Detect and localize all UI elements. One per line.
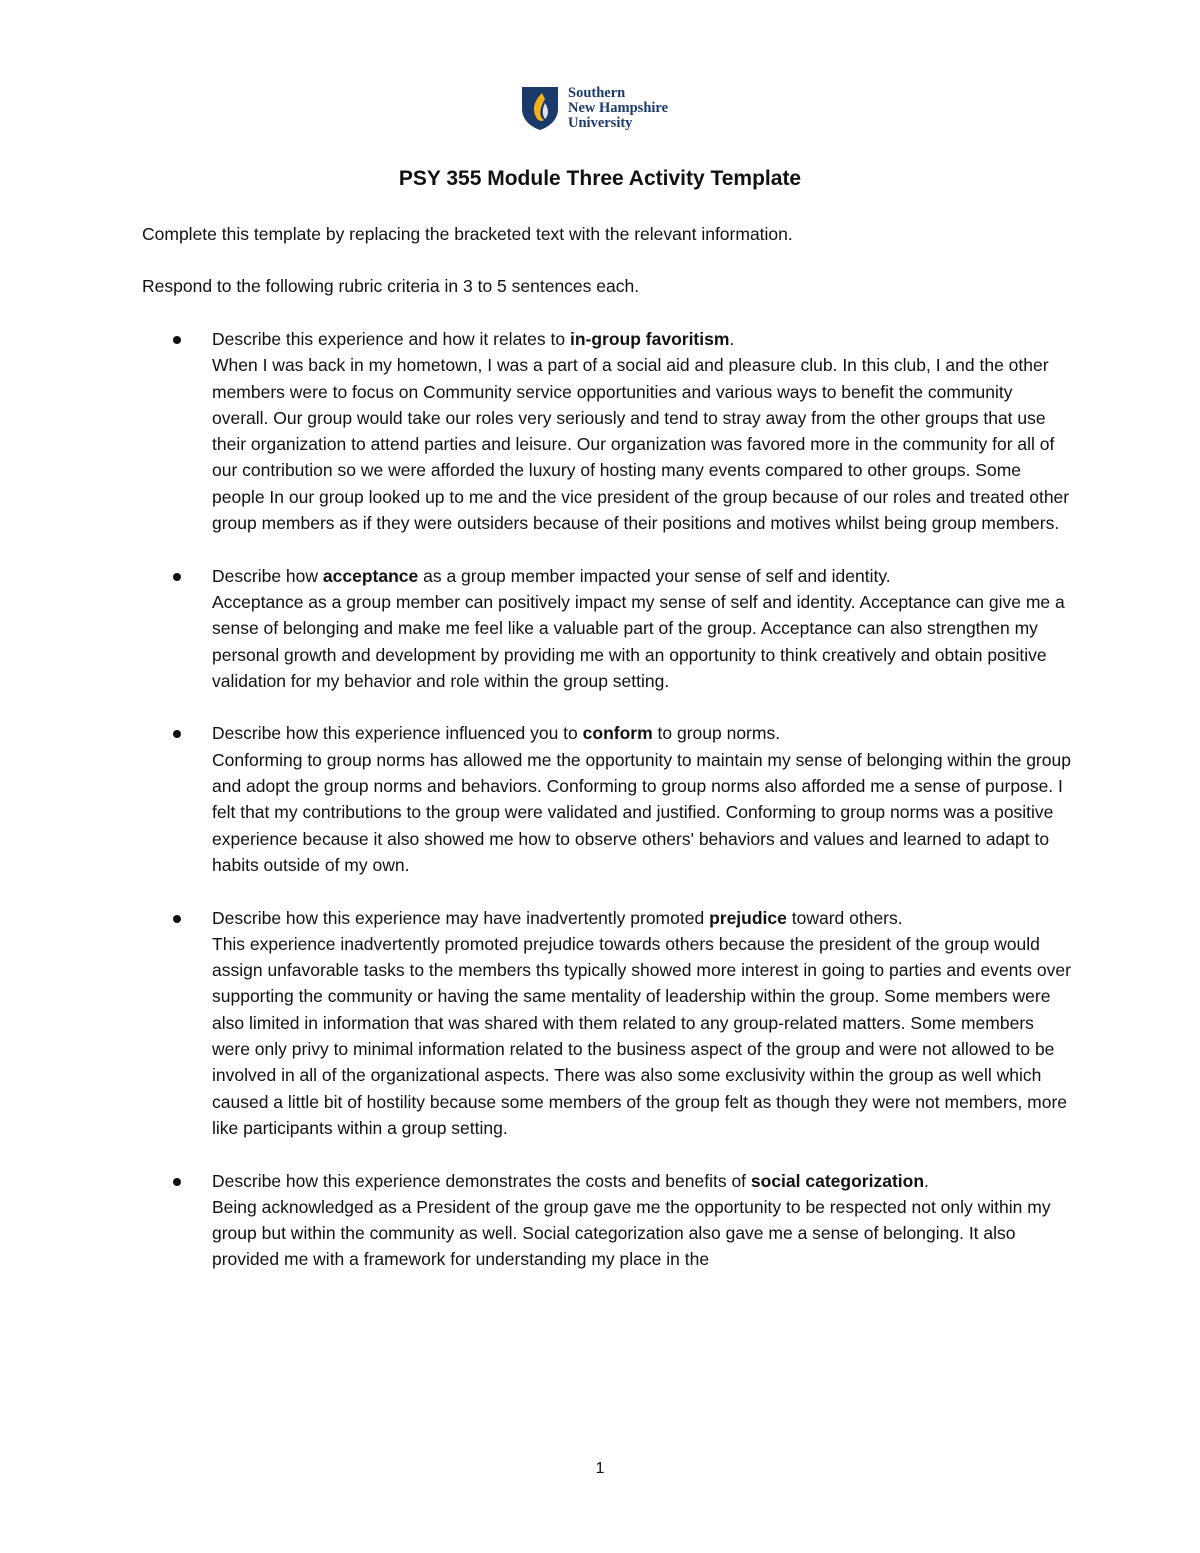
bullet-icon xyxy=(173,1178,181,1186)
document-title: PSY 355 Module Three Activity Template xyxy=(398,167,802,190)
bullet-icon xyxy=(173,336,181,344)
rubric-item xyxy=(142,326,1072,536)
rubric-item xyxy=(142,563,1072,694)
rubric-question-list xyxy=(142,326,1072,1299)
rubric-keyword: social categorization xyxy=(750,1170,925,1191)
page-number: 1 xyxy=(595,1460,605,1477)
rubric-keyword: acceptance xyxy=(322,565,419,586)
bullet-icon xyxy=(173,573,181,581)
rubric-answer: Being acknowledged as a President of the group gave me the opportunity to be respected not only within my group but within the community as well. Social categorization also gave me a sense of belonging. It also provided me with a framework for understanding my place in the xyxy=(212,1196,1051,1270)
intro-instruction: Complete this template by replacing the bracketed text with the relevant information. xyxy=(142,224,793,244)
rubric-prompt: Describe how acceptance as a group member impacted your sense of self and identity. xyxy=(212,565,891,586)
rubric-answer: When I was back in my hometown, I was a part of a social aid and pleasure club. In this club, I and the other members were to focus on Community service opportunities and various ways to benefit the community overall. Our group would take our roles very seriously and tend to stray away from the other groups that use their organization to attend parties and leisure. Our organization was favored more in the community for all of our contribution so we were afforded the luxury of hosting many events compared to other groups. Some people In our group looked up to me and the vice president of the group because of our roles and treated other group members as if they were outsiders because of their positions and motives whilst being group members. xyxy=(212,355,1070,534)
logo-wordmark xyxy=(568,86,668,131)
bullet-icon xyxy=(173,915,181,923)
rubric-answer: Conforming to group norms has allowed me the opportunity to maintain my sense of belonging within the group and adopt the group norms and behaviors. Conforming to group norms also afforded me a sense of purpose. I felt that my contributions to the group were validated and justified. Conforming to group norms was a positive experience because it also showed me how to observe others' behaviors and values and learned to adapt to habits outside of my own. xyxy=(212,749,1071,875)
logo-line-1: Southern xyxy=(568,84,626,101)
rubric-prompt: Describe how this experience demonstrates the costs and benefits of social categorization. xyxy=(212,1170,929,1191)
logo-line-2: New Hampshire xyxy=(568,99,669,116)
rubric-item xyxy=(142,1168,1072,1273)
rubric-prompt: Describe how this experience may have inadvertently promoted prejudice toward others. xyxy=(212,907,903,928)
university-logo xyxy=(520,84,668,132)
rubric-answer: This experience inadvertently promoted prejudice towards others because the president of the group would assign unfavorable tasks to the members ths typically showed more interest in going to parties and events over supporting the community or having the same mentality of leadership within the group. Some members were also limited in information that was shared with them related to any group-related matters. Some members were only privy to minimal information related to the business aspect of the group and were not allowed to be involved in all of the organizational aspects. There was also some exclusivity within the group as well which caused a little bit of hostility because some members of the group felt as though they were not members, more like participants within a group setting. xyxy=(212,933,1071,1138)
bullet-icon xyxy=(173,730,181,738)
rubric-keyword: prejudice xyxy=(709,907,787,928)
shield-flame-icon xyxy=(520,85,560,131)
intro-rubric-note: Respond to the following rubric criteria in 3 to 5 sentences each. xyxy=(142,276,640,296)
rubric-item xyxy=(142,720,1072,878)
rubric-prompt: Describe how this experience influenced you to conform to group norms. xyxy=(212,723,781,744)
rubric-answer: Acceptance as a group member can positively impact my sense of self and identity. Acceptance can give me a sense of belonging and make me feel like a valuable part of the group. Acceptance can also strengthen my personal growth and development by providing me with an opportunity to think creatively and obtain positive validation for my behavior and role within the group setting. xyxy=(212,591,1065,691)
rubric-keyword: in-group favoritism xyxy=(569,329,730,349)
rubric-prompt: Describe this experience and how it relates to in-group favoritism. xyxy=(212,329,735,349)
rubric-item xyxy=(142,905,1072,1142)
logo-line-3: University xyxy=(568,114,633,131)
rubric-keyword: conform xyxy=(582,723,653,744)
